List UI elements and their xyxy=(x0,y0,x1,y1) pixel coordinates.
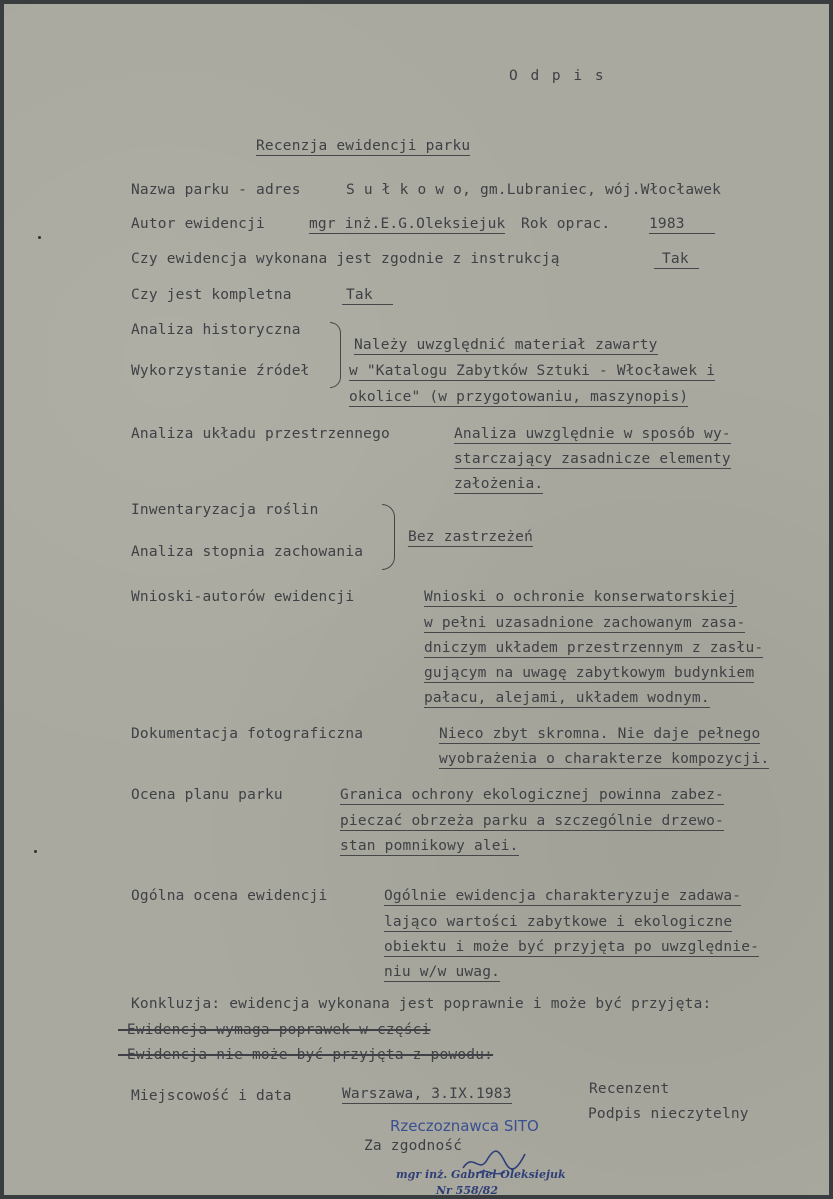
conclusions-value-line-5: pałacu, alejami, układem wodnym. xyxy=(424,690,710,706)
place-date-value: Warszawa, 3.IX.1983 xyxy=(342,1086,512,1102)
plan-value-line-1: Granica ochrony ekologicznej powinna zabez- xyxy=(340,787,724,803)
sources-value-line-2: w "Katalogu Zabytków Sztuki - Włocławek i xyxy=(349,363,716,379)
park-label: Nazwa parku - adres xyxy=(131,182,301,198)
stamp-role: Rzeczoznawca SITO xyxy=(390,1117,539,1135)
place-date-label: Miejscowość i data xyxy=(131,1088,292,1104)
general-value-line-1: Ogólnie ewidencja charakteryzuje zadawa- xyxy=(384,888,742,904)
brace-bracket xyxy=(330,322,341,388)
general-value-line-4: niu w/w uwag. xyxy=(384,964,501,980)
margin-speck xyxy=(38,236,41,239)
stamp-name: mgr inż. Gabriel Oleksiejuk xyxy=(396,1168,566,1181)
plan-label: Ocena planu parku xyxy=(131,787,283,803)
conclusion-struck-line-2: -Ewidencja nie może być przyjęta z powodu: xyxy=(118,1047,494,1063)
brace-bracket xyxy=(382,504,395,570)
author-label: Autor ewidencji xyxy=(131,216,265,232)
document-subtitle: Recenzja ewidencji parku xyxy=(256,138,471,154)
spatial-label: Analiza układu przestrzennego xyxy=(131,426,390,442)
sources-label: Wykorzystanie źródeł xyxy=(131,363,310,379)
plan-value-line-3: stan pomnikowy alei. xyxy=(340,838,519,854)
instruction-value: Tak xyxy=(654,251,699,269)
spatial-value-line-3: założenia. xyxy=(454,476,544,492)
historical-label: Analiza historyczna xyxy=(131,322,301,338)
park-value: S u ł k o w o, gm.Lubraniec, wój.Włocławek xyxy=(346,182,722,198)
photo-value-line-2: wyobrażenia o charakterze kompozycji. xyxy=(439,751,770,767)
general-value-line-3: obiektu i może być przyjęta po uwzględnie- xyxy=(384,939,760,955)
reviewer-label: Recenzent xyxy=(589,1081,670,1097)
photo-label: Dokumentacja fotograficzna xyxy=(131,726,364,742)
photo-value-line-1: Nieco zbyt skromna. Nie daje pełnego xyxy=(439,726,761,742)
spatial-value-line-1: Analiza uwzględnie w sposób wy- xyxy=(454,426,731,442)
year-value: 1983 xyxy=(649,216,715,234)
conclusions-value-line-2: w pełni uzasadnione zachowanym zasa- xyxy=(424,615,746,631)
general-value-line-2: lająco wartości zabytkowe i ekologiczne xyxy=(384,914,733,930)
conclusions-label: Wnioski-autorów ewidencji xyxy=(131,589,355,605)
margin-speck xyxy=(34,850,37,853)
no-reservations-value: Bez zastrzeżeń xyxy=(408,529,534,545)
sources-value-line-3: okolice" (w przygotowaniu, maszynopis) xyxy=(349,389,689,405)
certified-label: Za zgodność xyxy=(364,1138,463,1154)
conclusions-value-line-1: Wnioski o ochronie konserwatorskiej xyxy=(424,589,737,605)
condition-label: Analiza stopnia zachowania xyxy=(131,544,364,560)
year-label: Rok oprac. xyxy=(521,216,611,232)
general-label: Ogólna ocena ewidencji xyxy=(131,888,328,904)
conclusions-value-line-3: dniczym układem przestrzennym z zasłu- xyxy=(424,640,764,656)
author-value: mgr inż.E.G.Oleksiejuk xyxy=(309,216,506,232)
instruction-label: Czy ewidencja wykonana jest zgodnie z instrukcją xyxy=(131,251,560,267)
conclusion-struck-line-1: -Ewidencja wymaga poprawek w części xyxy=(118,1022,431,1038)
spatial-value-line-2: starczający zasadnicze elementy xyxy=(454,451,731,467)
sources-value-line-1: Należy uwzględnić materiał zawarty xyxy=(354,337,658,353)
complete-label: Czy jest kompletna xyxy=(131,287,292,303)
complete-value: Tak xyxy=(342,287,393,305)
stamp-number: Nr 558/82 xyxy=(436,1184,498,1195)
conclusions-value-line-4: gującym na uwagę zabytkowym budynkiem xyxy=(424,665,755,681)
conclusion-line: Konkluzja: ewidencja wykonana jest poprawnie i może być przyjęta: xyxy=(131,996,712,1012)
plants-label: Inwentaryzacja roślin xyxy=(131,502,319,518)
signature-text: Podpis nieczytelny xyxy=(588,1106,749,1122)
plan-value-line-2: pieczać obrzeża parku a szczególnie drzewo- xyxy=(340,813,724,829)
document-title: O d p i s xyxy=(509,68,606,84)
document-page xyxy=(4,4,829,1195)
